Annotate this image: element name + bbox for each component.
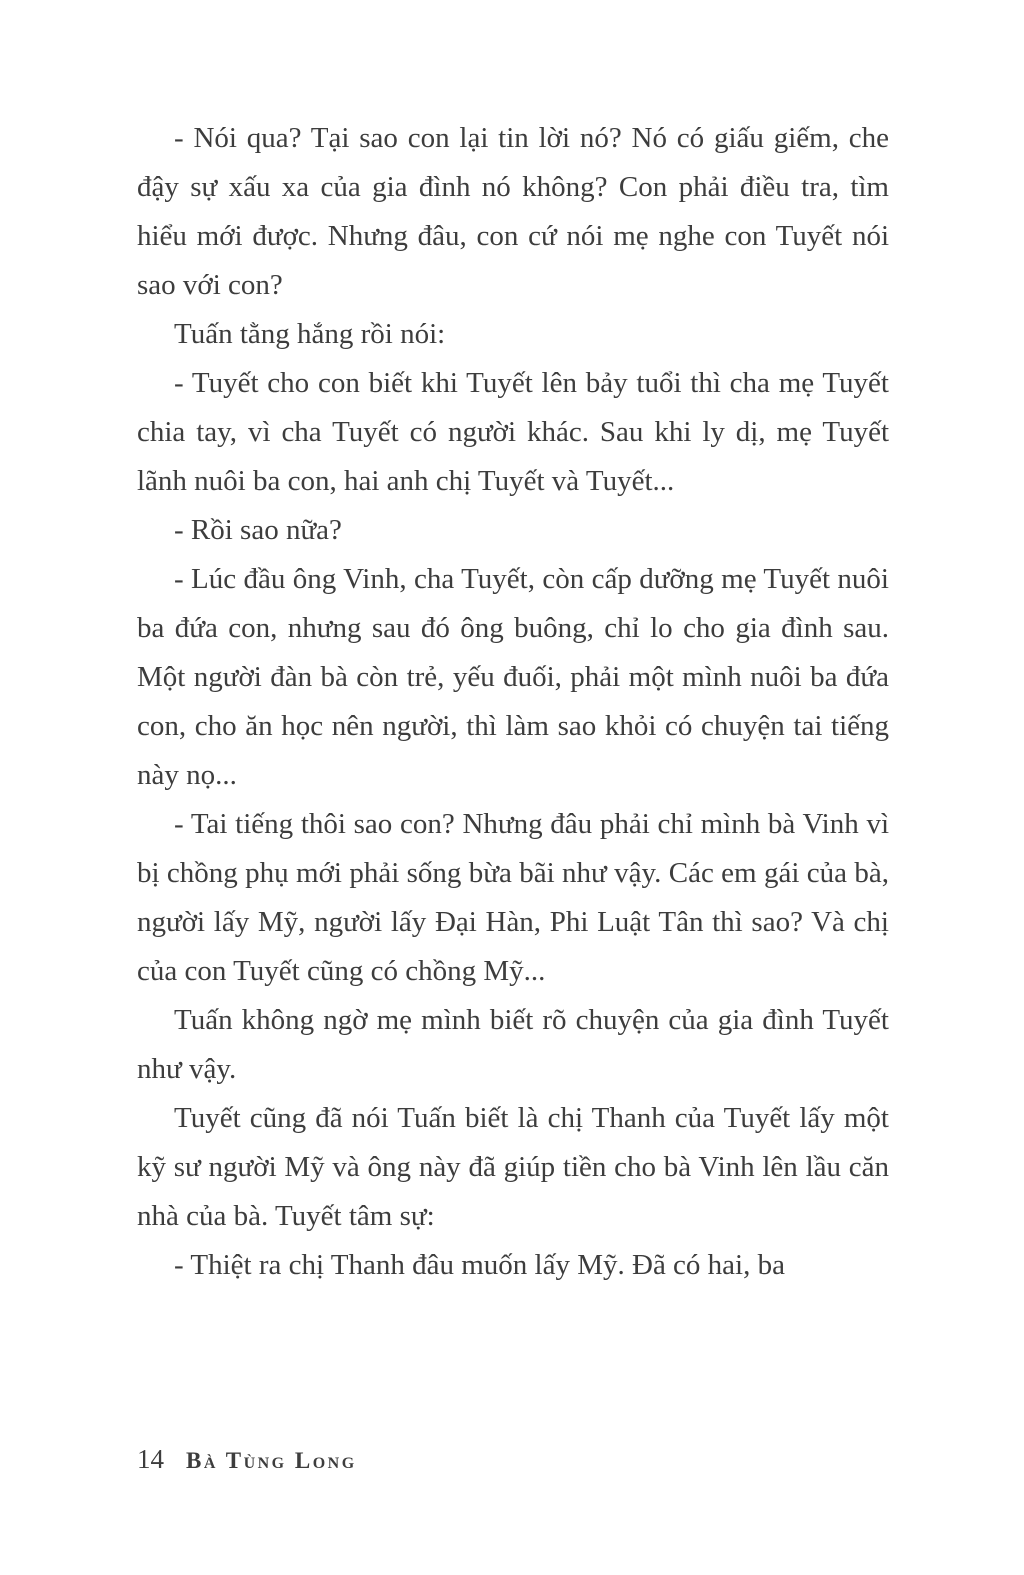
page-number: 14 bbox=[137, 1444, 164, 1474]
paragraph: Tuấn không ngờ mẹ mình biết rõ chuyện của gia đình Tuyết như vậy. bbox=[137, 1004, 889, 1085]
text-block bbox=[137, 114, 889, 1290]
paragraph: - Tuyết cho con biết khi Tuyết lên bảy tuổi thì cha mẹ Tuyết chia tay, vì cha Tuyết có người khác. Sau khi ly dị, mẹ Tuyết lãnh nuôi ba con, hai anh chị Tuyết và Tuyết... bbox=[137, 367, 889, 497]
book-title: Bà Tùng Long bbox=[186, 1448, 357, 1473]
paragraph: - Thiệt ra chị Thanh đâu muốn lấy Mỹ. Đã có hai, ba bbox=[174, 1249, 785, 1281]
paragraph: Tuyết cũng đã nói Tuấn biết là chị Thanh của Tuyết lấy một kỹ sư người Mỹ và ông này đã giúp tiền cho bà Vinh lên lầu căn nhà của bà. Tuyết tâm sự: bbox=[137, 1102, 889, 1232]
page-footer bbox=[137, 1444, 357, 1475]
paragraph: - Tai tiếng thôi sao con? Nhưng đâu phải chỉ mình bà Vinh vì bị chồng phụ mới phải sống bừa bãi như vậy. Các em gái của bà, người lấy Mỹ, người lấy Đại Hàn, Phi Luật Tân thì sao? Và chị của con Tuyết cũng có chồng Mỹ... bbox=[137, 808, 889, 987]
paragraph: Tuấn tằng hắng rồi nói: bbox=[174, 318, 446, 350]
paragraph: - Nói qua? Tại sao con lại tin lời nó? Nó có giấu giếm, che đậy sự xấu xa của gia đình nó không? Con phải điều tra, tìm hiểu mới được. Nhưng đâu, con cứ nói mẹ nghe con Tuyết nói sao với con? bbox=[137, 122, 889, 301]
paragraph: - Rồi sao nữa? bbox=[174, 514, 342, 546]
paragraph: - Lúc đầu ông Vinh, cha Tuyết, còn cấp dưỡng mẹ Tuyết nuôi ba đứa con, nhưng sau đó ông buông, chỉ lo cho gia đình sau. Một người đàn bà còn trẻ, yếu đuối, phải một mình nuôi ba đứa con, cho ăn học nên người, thì làm sao khỏi có chuyện tai tiếng này nọ... bbox=[137, 563, 889, 791]
